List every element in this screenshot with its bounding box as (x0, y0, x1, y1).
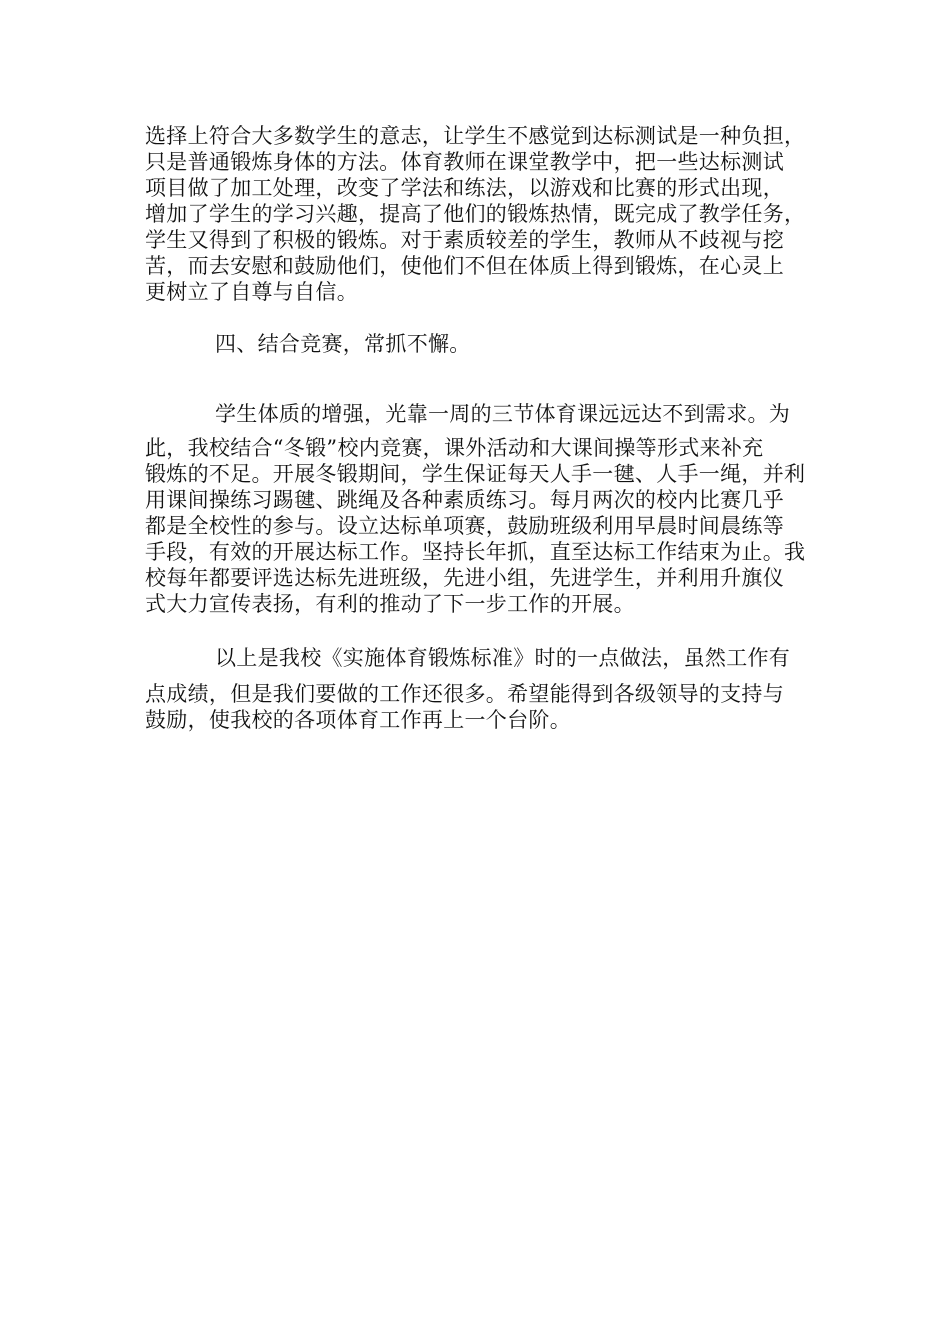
text-line: 校每年都要评选达标先进班级，先进小组，先进学生，并利用升旗仪 (145, 566, 784, 590)
text-line: 增加了学生的学习兴趣，提高了他们的锻炼热情，既完成了教学任务， (145, 202, 806, 226)
section-heading: 四、结合竞赛，常抓不懈。 (215, 332, 471, 356)
text-line: 此，我校结合“冬锻”校内竞赛，课外活动和大课间操等形式来补充 (145, 436, 764, 460)
text-line: 式大力宣传表扬，有利的推动了下一步工作的开展。 (145, 592, 635, 616)
text-line: 都是全校性的参与。设立达标单项赛，鼓励班级利用早晨时间晨练等 (145, 514, 784, 538)
text-line: 以上是我校《实施体育锻炼标准》时的一点做法，虽然工作有 (215, 646, 791, 670)
text-line: 点成绩，但是我们要做的工作还很多。希望能得到各级领导的支持与 (145, 682, 784, 706)
text-line: 学生体质的增强，光靠一周的三节体育课远远达不到需求。为 (215, 402, 791, 426)
text-line: 选择上符合大多数学生的意志，让学生不感觉到达标测试是一种负担， (145, 124, 806, 148)
text-line: 只是普通锻炼身体的方法。体育教师在课堂教学中，把一些达标测试 (145, 150, 784, 174)
text-line: 项目做了加工处理，改变了学法和练法，以游戏和比赛的形式出现， (145, 176, 784, 200)
text-line: 苦，而去安慰和鼓励他们，使他们不但在体质上得到锻炼，在心灵上 (145, 254, 784, 278)
text-line: 手段，有效的开展达标工作。坚持长年抓，直至达标工作结束为止。我 (145, 540, 806, 564)
text-line: 更树立了自尊与自信。 (145, 280, 358, 304)
text-line: 锻炼的不足。开展冬锻期间，学生保证每天人手一毽、人手一绳，并利 (145, 462, 806, 486)
text-line: 用课间操练习踢毽、跳绳及各种素质练习。每月两次的校内比赛几乎 (145, 488, 784, 512)
text-line: 鼓励，使我校的各项体育工作再上一个台阶。 (145, 708, 571, 732)
text-line: 学生又得到了积极的锻炼。对于素质较差的学生，教师从不歧视与挖 (145, 228, 784, 252)
